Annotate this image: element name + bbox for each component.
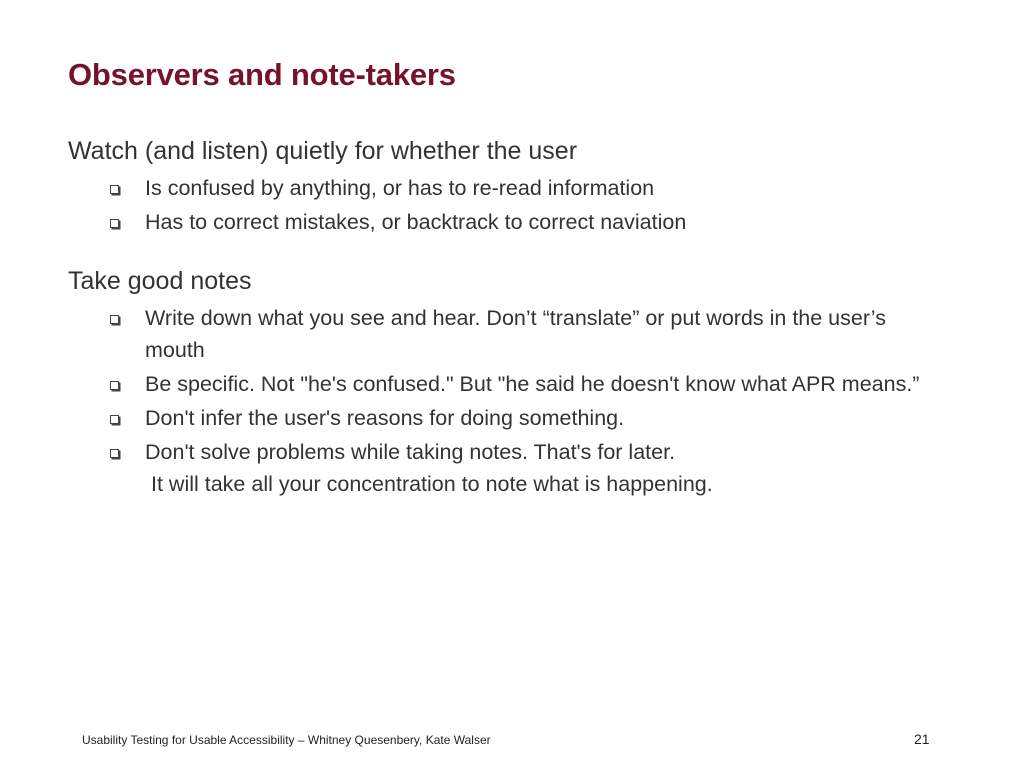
bullet-text: Be specific. Not "he's confused." But "he said he doesn't know what APR means.” <box>145 372 920 396</box>
bullet-item <box>68 206 928 238</box>
checkbox-bullet-icon <box>110 381 119 390</box>
bullet-list-notes <box>68 302 928 500</box>
bullet-item <box>68 436 928 500</box>
checkbox-bullet-icon <box>110 219 119 228</box>
bullet-text: Has to correct mistakes, or backtrack to correct naviation <box>145 210 687 234</box>
footer-credit: Usability Testing for Usable Accessibility – Whitney Quesenbery, Kate Walser <box>82 733 491 747</box>
bullet-text: Don't infer the user's reasons for doing something. <box>145 406 625 430</box>
checkbox-bullet-icon <box>110 415 119 424</box>
checkbox-bullet-icon <box>110 185 119 194</box>
bullet-continuation-text: It will take all your concentration to note what is happening. <box>151 472 713 496</box>
page-number: 21 <box>914 731 930 747</box>
section-heading-watch: Watch (and listen) quietly for whether the user <box>68 137 578 165</box>
slide-content <box>68 134 928 502</box>
bullet-text: Write down what you see and hear. Don’t “translate” or put words in the user’s mouth <box>145 306 886 362</box>
bullet-text: Is confused by anything, or has to re-read information <box>145 176 655 200</box>
bullet-text: Don't solve problems while taking notes. That's for later. <box>145 440 676 464</box>
slide-title: Observers and note-takers <box>68 57 456 92</box>
bullet-item <box>68 402 928 434</box>
bullet-item <box>68 302 928 366</box>
checkbox-bullet-icon <box>110 315 119 324</box>
checkbox-bullet-icon <box>110 449 119 458</box>
bullet-list-watch <box>68 172 928 238</box>
bullet-item <box>68 368 928 400</box>
bullet-item <box>68 172 928 204</box>
section-heading-notes: Take good notes <box>68 267 252 295</box>
